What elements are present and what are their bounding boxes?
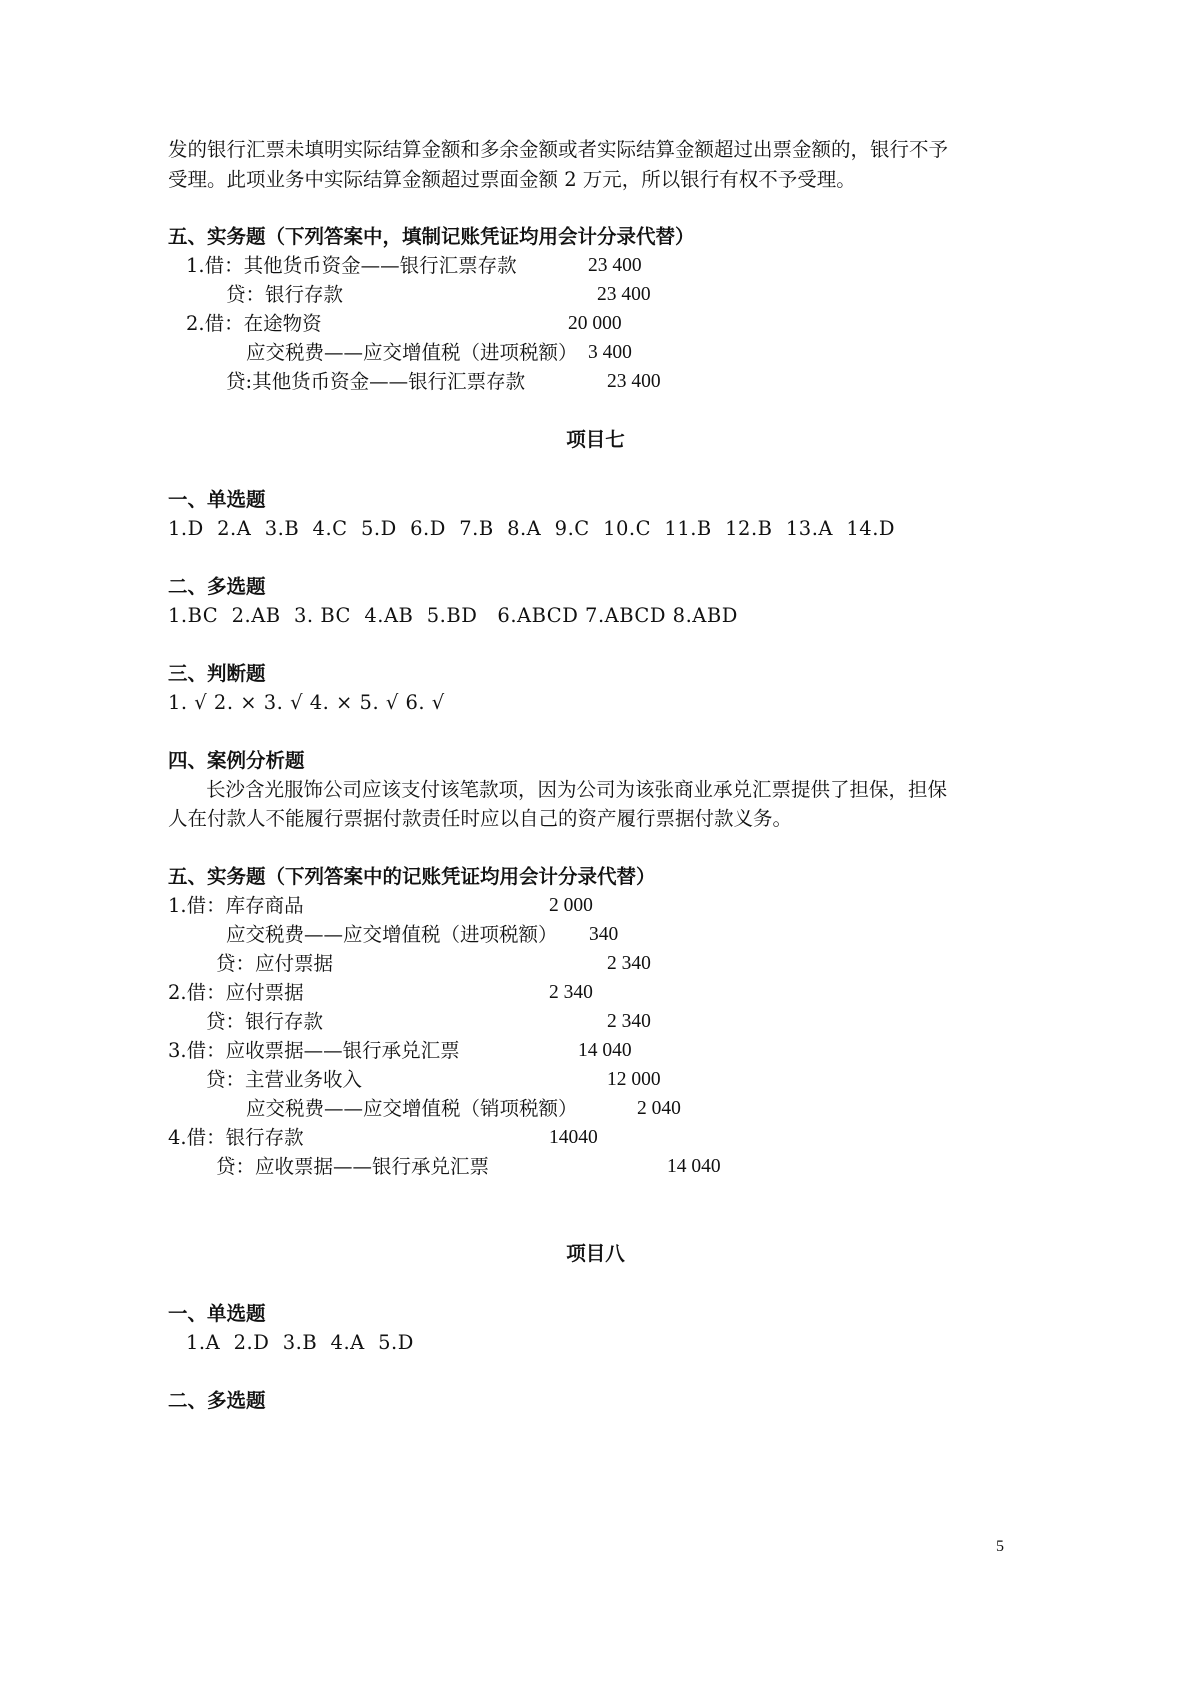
true-false-answers: 1. √ 2. × 3. √ 4. × 5. √ 6. √ (168, 691, 445, 714)
journal-entry-amount: 12 000 (607, 1069, 661, 1090)
section-heading-single-choice: 一、单选题 (168, 1302, 266, 1325)
journal-entry-text: 应交税费——应交增值税（销项税额） (246, 1097, 578, 1120)
journal-entry-amount: 2 340 (549, 982, 593, 1003)
single-choice-answers: 1.D 2.A 3.B 4.C 5.D 6.D 7.B 8.A 9.C 10.C 11.B 12.B 13.A 14.D (168, 517, 896, 540)
intro-line-2: 受理。此项业务中实际结算金额超过票面金额 2 万元，所以银行有权不予受理。 (168, 168, 856, 191)
journal-entry-text: 贷：银行存款 (206, 1010, 324, 1033)
journal-entry-text: 应交税费——应交增值税（进项税额） (246, 341, 578, 364)
page-number: 5 (996, 1538, 1004, 1555)
journal-entry-amount: 2 340 (607, 953, 651, 974)
multiple-choice-answers: 1.BC 2.AB 3. BC 4.AB 5.BD 6.ABCD 7.ABCD 8.ABD (168, 604, 738, 627)
journal-entry-amount: 340 (589, 924, 619, 945)
journal-entry-text: 2.借：应付票据 (168, 981, 304, 1004)
journal-entry-text: 贷:其他货币资金——银行汇票存款 (226, 370, 526, 393)
section-heading-single-choice: 一、单选题 (168, 488, 266, 511)
journal-entry-text: 2.借：在途物资 (186, 312, 322, 335)
journal-entry-text: 1.借：库存商品 (168, 894, 304, 917)
journal-entry-amount: 20 000 (568, 313, 622, 334)
case-analysis-line-2: 人在付款人不能履行票据付款责任时应以自己的资产履行票据付款义务。 (168, 807, 793, 830)
section-heading-multiple-choice: 二、多选题 (168, 1389, 266, 1412)
journal-entry-amount: 2 040 (637, 1098, 681, 1119)
journal-entry-text: 贷：应收票据——银行承兑汇票 (216, 1155, 490, 1178)
case-analysis-line-1: 长沙含光服饰公司应该支付该笔款项，因为公司为该张商业承兑汇票提供了担保，担保 (206, 778, 948, 801)
project-title: 项目七 (566, 428, 625, 451)
journal-entry-text: 贷：主营业务收入 (206, 1068, 363, 1091)
journal-entry-amount: 23 400 (597, 284, 651, 305)
single-choice-answers: 1.A 2.D 3.B 4.A 5.D (186, 1331, 414, 1354)
journal-entry-amount: 2 340 (607, 1011, 651, 1032)
section-heading-practice: 五、实务题（下列答案中的记账凭证均用会计分录代替） (168, 865, 656, 888)
journal-entry-amount: 14 040 (667, 1156, 721, 1177)
intro-line-1: 发的银行汇票未填明实际结算金额和多余金额或者实际结算金额超过出票金额的，银行不予 (168, 138, 949, 161)
section-heading-case-analysis: 四、案例分析题 (168, 749, 305, 772)
journal-entry-amount: 14040 (549, 1127, 598, 1148)
journal-entry-amount: 3 400 (588, 342, 632, 363)
journal-entry-amount: 23 400 (607, 371, 661, 392)
journal-entry-amount: 23 400 (588, 255, 642, 276)
journal-entry-text: 贷：银行存款 (226, 283, 344, 306)
journal-entry-text: 1.借：其他货币资金——银行汇票存款 (186, 254, 517, 277)
journal-entry-amount: 2 000 (549, 895, 593, 916)
journal-entry-amount: 14 040 (578, 1040, 632, 1061)
project-title: 项目八 (566, 1242, 625, 1265)
section-heading-practice: 五、实务题（下列答案中，填制记账凭证均用会计分录代替） (168, 225, 695, 248)
journal-entry-text: 应交税费——应交增值税（进项税额） (226, 923, 558, 946)
section-heading-true-false: 三、判断题 (168, 662, 266, 685)
section-heading-multiple-choice: 二、多选题 (168, 575, 266, 598)
journal-entry-text: 4.借：银行存款 (168, 1126, 304, 1149)
journal-entry-text: 贷：应付票据 (216, 952, 334, 975)
journal-entry-text: 3.借：应收票据——银行承兑汇票 (168, 1039, 460, 1062)
